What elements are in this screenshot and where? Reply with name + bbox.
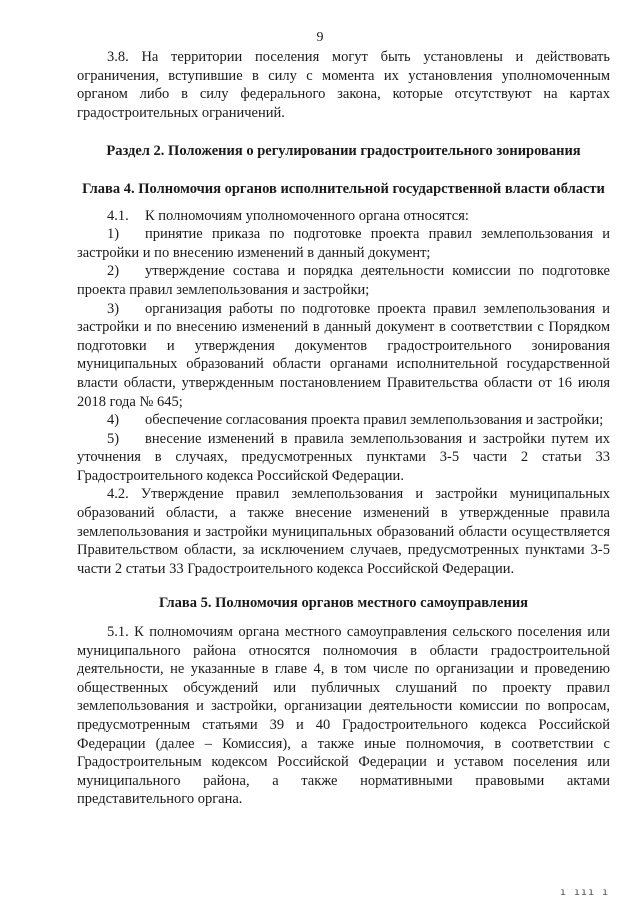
section-2-heading: Раздел 2. Положения о регулировании градостроительного зонирования: [106, 143, 581, 160]
paragraph-number: 4.1.: [107, 207, 129, 224]
list-item: [77, 262, 610, 299]
paragraph-3-8: 3.8. На территории поселения могут быть установлены и действовать ограничения, вступившие в силу с момента их установления уполномоченным органом либо в силу федерального закона, которые отсутствуют на картах градостроительных ограничений.: [77, 49, 610, 121]
list-item-number: 5): [107, 430, 120, 447]
list-item: [77, 411, 610, 430]
paragraph-4-1-intro: [77, 207, 610, 226]
list-item-number: 1): [107, 226, 120, 243]
list-item-text: организация работы по подготовке проекта правил землепользования и застройки и по внесению изменений в данный документ в соответствии с Порядком подготовки и утверждения документов градостроительного зонирования муниципальных образований области органами исполнительной государственной власти области, утвержденным постановлением Правительства области от 16 июля 2018 года № 645;: [77, 300, 610, 410]
list-item-text: принятие приказа по подготовке проекта правил землепользования и застройки и по внесению изменений в данный документ;: [77, 226, 610, 261]
list-item-number: 2): [107, 263, 120, 280]
chapter-5-heading: Глава 5. Полномочия органов местного самоуправления: [158, 595, 529, 612]
list-item: [77, 225, 610, 262]
list-item-number: 4): [107, 412, 120, 429]
chapter-4-heading: Глава 4. Полномочия органов исполнительной государственной власти области: [82, 180, 605, 197]
paragraph-text: К полномочиям уполномоченного органа относятся:: [145, 207, 469, 224]
scan-marks: ı ııı ı: [560, 887, 610, 898]
paragraph-4-2: 4.2. Утверждение правил землепользования и застройки муниципальных образований области, а также внесение изменений в утвержденные правила землепользования и застройки муниципальных образований области осуществляется Правительством области, за исключением случаев, предусмотренных пунктами 3-5 части 2 статьи 33 Градостроительного кодекса Российской Федерации.: [77, 486, 610, 577]
list-item-text: обеспечение согласования проекта правил землепользования и застройки;: [145, 412, 604, 429]
page-number: 9: [316, 30, 324, 45]
paragraph-5-1: 5.1. К полномочиям органа местного самоуправления сельского поселения или муниципального района относятся полномочия в области градостроительной деятельности, не указанные в главе 4, в том числе по организации и проведению общественных обсуждений или публичных слушаний по проекту правил землепользования и застройки, организации деятельности комиссии по вопросам, предусмотренным статьями 39 и 40 Градостроительного кодекса Российской Федерации (далее – Комиссия), а также иные полномочия, в соответствии с Градостроительным кодексом Российской Федерации и уставом поселения или муниципального района, а также нормативными правовыми актами представительного органа.: [77, 624, 610, 808]
list-item: [77, 300, 610, 412]
list-item-text: внесение изменений в правила землепользования и застройки путем их уточнения в случаях, предусмотренных пунктами 3-5 части 2 статьи 33 Градостроительного кодекса Российской Федерации.: [77, 430, 610, 484]
list-item-number: 3): [107, 300, 120, 317]
document-body: [77, 48, 610, 809]
list-item-text: утверждение состава и порядка деятельности комиссии по подготовке проекта правил землепользования и застройки;: [77, 263, 610, 298]
list-item: [77, 430, 610, 486]
